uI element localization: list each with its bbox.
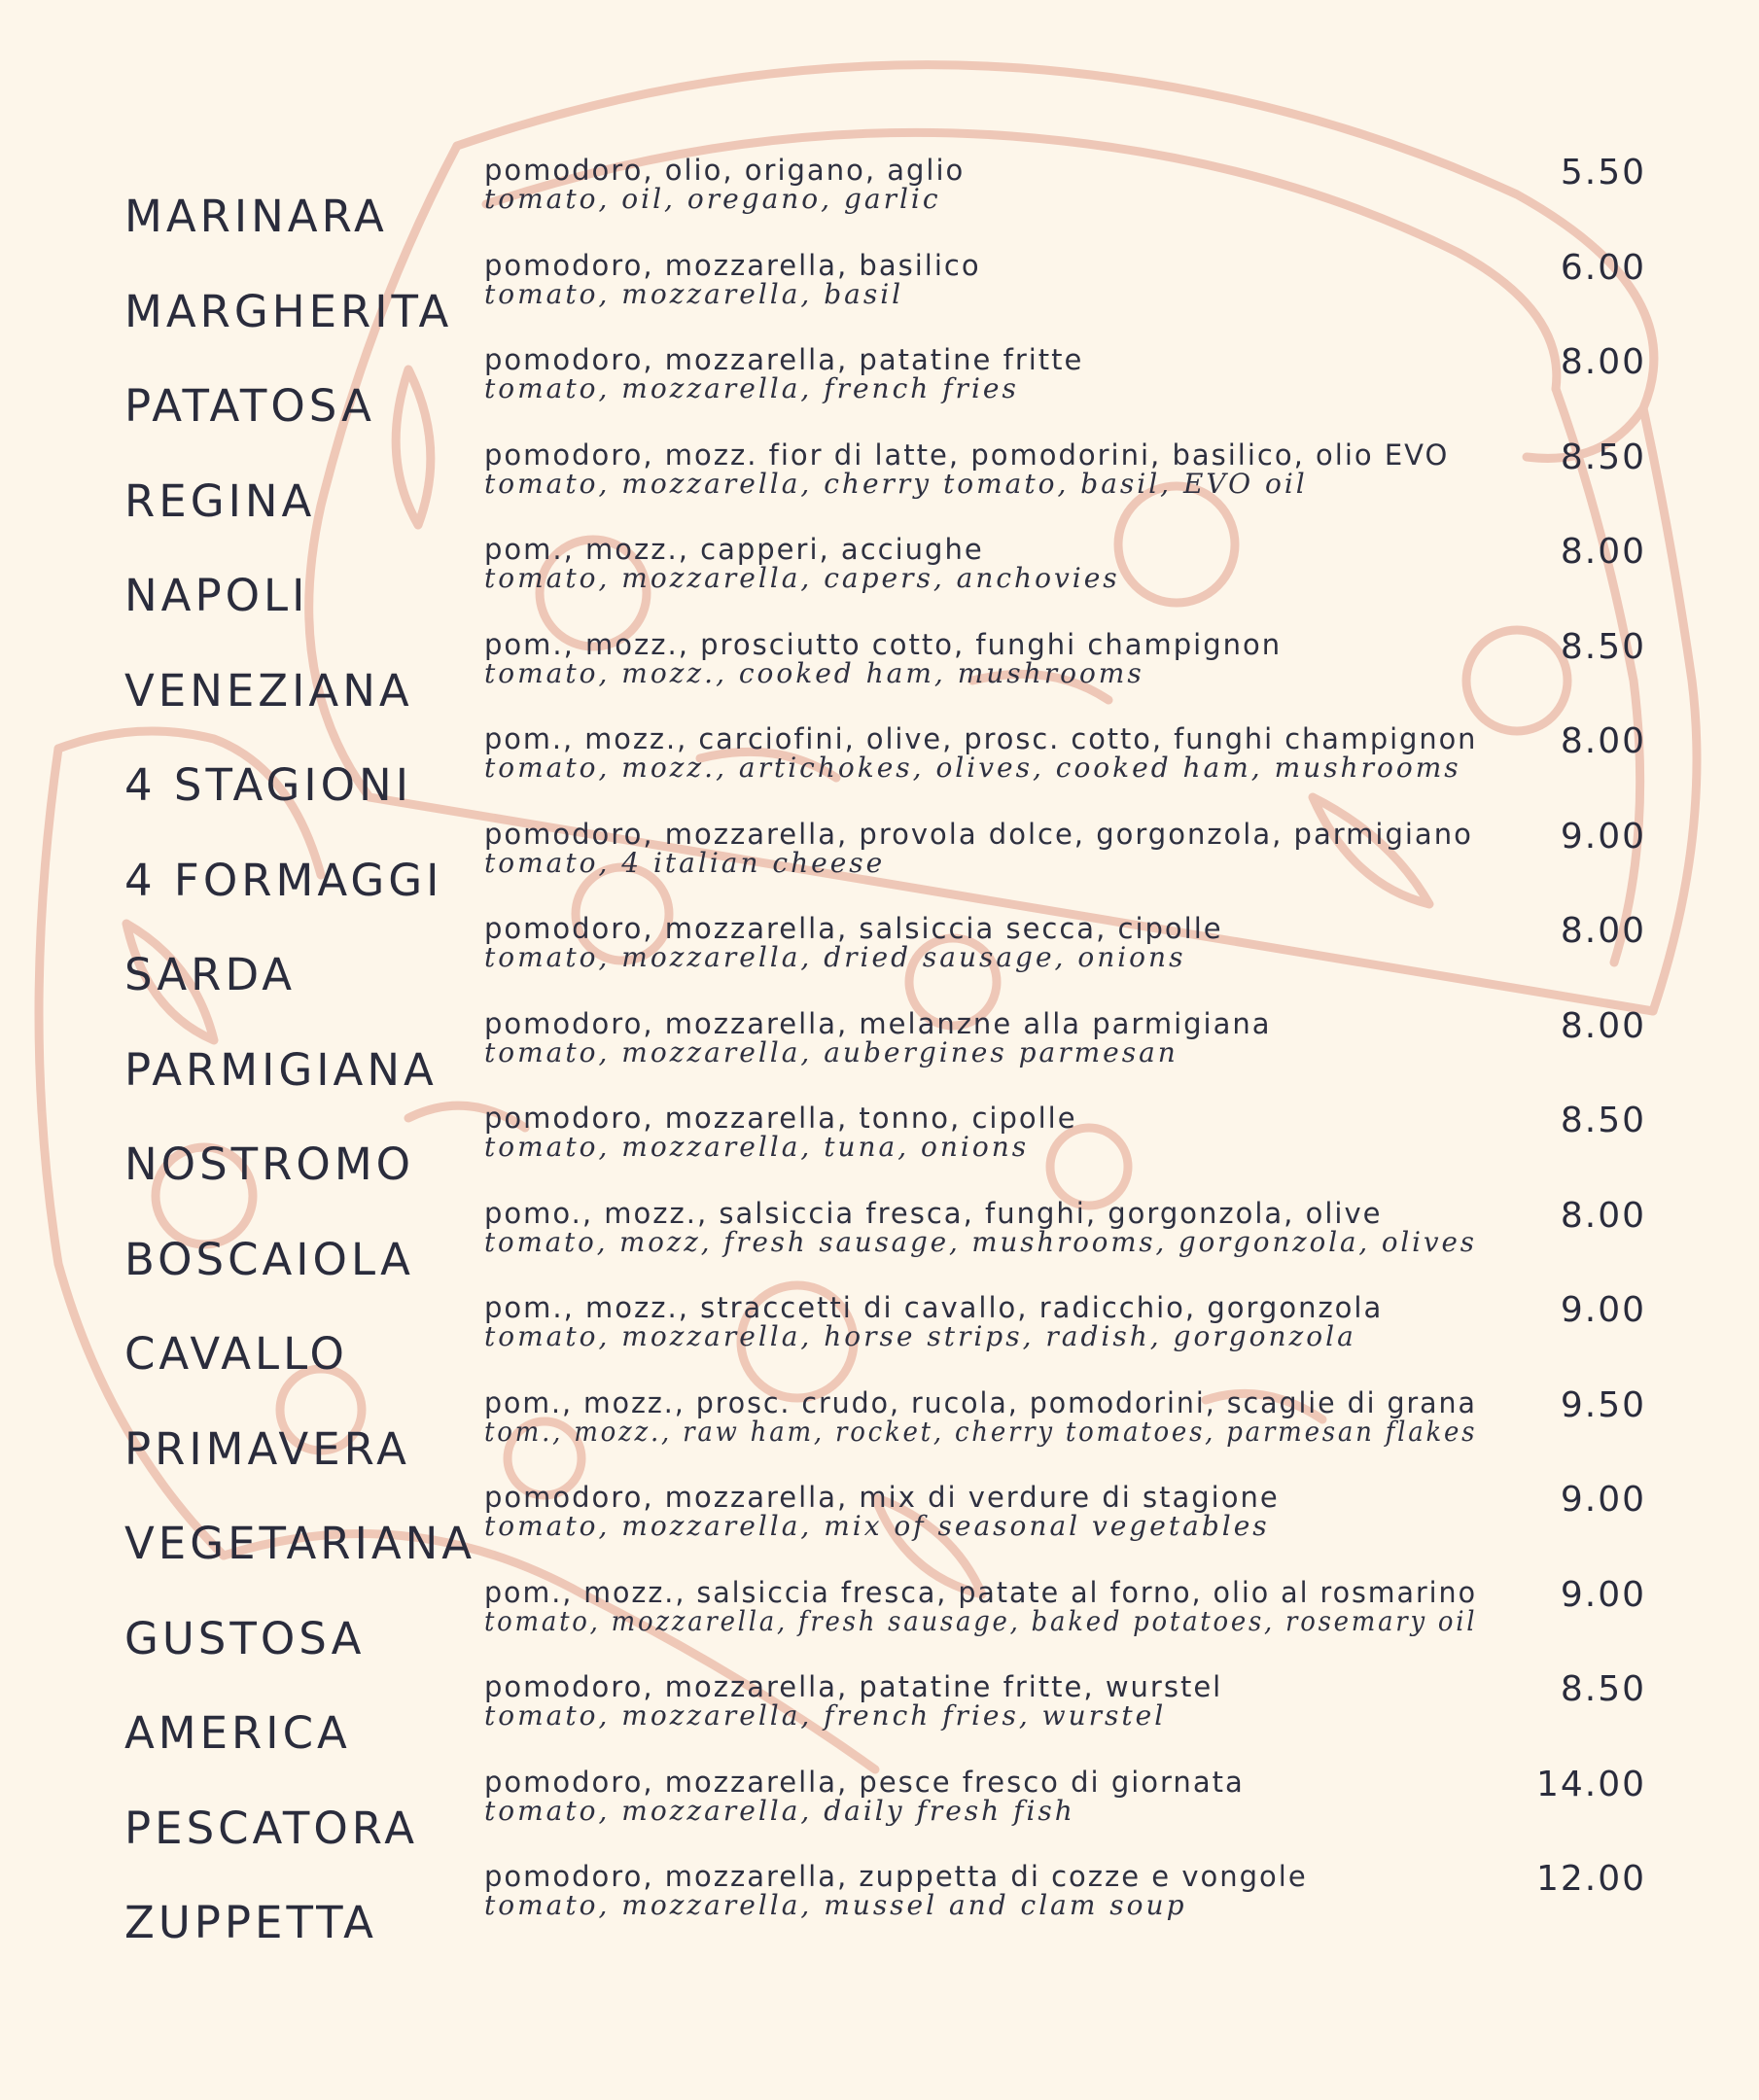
price: 5.50 bbox=[1560, 153, 1646, 192]
menu-item bbox=[0, 532, 1759, 630]
pizza-name: ZUPPETTA bbox=[124, 1897, 377, 1948]
ingredients-italian: pom., mozz., capperi, acciughe bbox=[484, 533, 984, 566]
ingredients-italian: pomodoro, olio, origano, aglio bbox=[484, 154, 966, 187]
ingredients-italian: pom., mozz., straccetti di cavallo, radicchio, gorgonzola bbox=[484, 1291, 1384, 1324]
ingredients-italian: pomodoro, mozzarella, salsiccia secca, cipolle bbox=[484, 912, 1223, 945]
pizza-name: NAPOLI bbox=[124, 570, 309, 621]
price: 9.00 bbox=[1560, 1575, 1646, 1615]
menu-item bbox=[0, 153, 1759, 251]
ingredients-english: tomato, mozzarella, french fries bbox=[484, 372, 1019, 404]
pizza-name: VEGETARIANA bbox=[124, 1518, 476, 1569]
pizza-name: CAVALLO bbox=[124, 1328, 348, 1380]
menu-item bbox=[0, 911, 1759, 1009]
price: 8.50 bbox=[1560, 1669, 1646, 1709]
ingredients-english: tomato, mozz., artichokes, olives, cooked ham, mushrooms bbox=[484, 752, 1461, 784]
ingredients-english: tomato, 4 italian cheese bbox=[484, 847, 886, 879]
ingredients-english: tomato, mozzarella, french fries, wurstel bbox=[484, 1699, 1167, 1732]
ingredients-italian: pomodoro, mozzarella, basilico bbox=[484, 249, 981, 282]
ingredients-english: tomato, mozzarella, capers, anchovies bbox=[484, 562, 1120, 594]
ingredients-italian: pomodoro, mozzarella, zuppetta di cozze e vongole bbox=[484, 1860, 1308, 1893]
pizza-name: VENEZIANA bbox=[124, 665, 413, 717]
price: 8.00 bbox=[1560, 532, 1646, 572]
price: 8.00 bbox=[1560, 1006, 1646, 1046]
pizza-name: 4 STAGIONI bbox=[124, 759, 412, 811]
menu-item bbox=[0, 248, 1759, 346]
price: 8.00 bbox=[1560, 911, 1646, 951]
menu-item bbox=[0, 440, 1759, 536]
price: 8.00 bbox=[1560, 721, 1646, 761]
price: 8.00 bbox=[1560, 1196, 1646, 1236]
price: 8.50 bbox=[1560, 438, 1646, 477]
pizza-name: AMERICA bbox=[124, 1707, 351, 1759]
ingredients-italian: pom., mozz., salsiccia fresca, patate al forno, olio al rosmarino bbox=[484, 1576, 1477, 1609]
pizza-name: SARDA bbox=[124, 949, 297, 1000]
ingredients-italian: pomodoro, mozzarella, patatine fritte bbox=[484, 343, 1084, 376]
menu-item bbox=[0, 342, 1759, 440]
ingredients-italian: pom., mozz., prosc. crudo, rucola, pomodorini, scaglie di grana bbox=[484, 1386, 1477, 1419]
pizza-name: BOSCAIOLA bbox=[124, 1234, 414, 1285]
menu-item bbox=[0, 1196, 1759, 1294]
price: 8.50 bbox=[1560, 1101, 1646, 1140]
menu-item bbox=[0, 1669, 1759, 1768]
menu-item bbox=[0, 1859, 1759, 1957]
ingredients-english: tomato, mozzarella, daily fresh fish bbox=[484, 1795, 1075, 1827]
ingredients-english: tomato, mozz., cooked ham, mushrooms bbox=[484, 657, 1144, 689]
ingredients-english: tomato, mozzarella, horse strips, radish, gorgonzola bbox=[484, 1320, 1356, 1352]
menu-item bbox=[0, 1480, 1759, 1578]
price: 12.00 bbox=[1535, 1859, 1646, 1899]
price: 9.00 bbox=[1560, 1290, 1646, 1330]
ingredients-english: tomato, mozzarella, dried sausage, onions bbox=[484, 941, 1186, 973]
pizza-name: MARGHERITA bbox=[124, 286, 453, 337]
ingredients-italian: pomodoro, mozzarella, tonno, cipolle bbox=[484, 1102, 1077, 1135]
menu-item bbox=[0, 721, 1759, 820]
ingredients-english: tomato, mozzarella, cherry tomato, basil, EVO oil bbox=[484, 468, 1308, 500]
menu-item bbox=[0, 1575, 1759, 1673]
ingredients-english: tomato, mozzarella, aubergines parmesan bbox=[484, 1036, 1179, 1068]
price: 9.50 bbox=[1560, 1385, 1646, 1425]
ingredients-italian: pomodoro, mozzarella, provola dolce, gorgonzola, parmigiano bbox=[484, 818, 1473, 851]
ingredients-italian: pomodoro, mozzarella, patatine fritte, wurstel bbox=[484, 1670, 1223, 1703]
menu-item bbox=[0, 627, 1759, 725]
ingredients-italian: pomo., mozz., salsiccia fresca, funghi, gorgonzola, olive bbox=[484, 1197, 1383, 1230]
ingredients-italian: pom., mozz., prosciutto cotto, funghi champignon bbox=[484, 628, 1283, 661]
ingredients-english: tomato, mozzarella, mussel and clam soup bbox=[484, 1889, 1187, 1921]
ingredients-italian: pomodoro, mozzarella, melanzne alla parmigiana bbox=[484, 1007, 1272, 1040]
menu-item bbox=[0, 817, 1759, 915]
ingredients-italian: pomodoro, mozzarella, pesce fresco di giornata bbox=[484, 1766, 1245, 1799]
ingredients-english: tomato, oil, oregano, garlic bbox=[484, 183, 941, 215]
pizza-name: PARMIGIANA bbox=[124, 1044, 438, 1096]
ingredients-english: tomato, mozzarella, fresh sausage, baked potatoes, rosemary oil bbox=[484, 1605, 1478, 1637]
menu-item bbox=[0, 1765, 1759, 1863]
pizza-name: PESCATORA bbox=[124, 1802, 418, 1854]
ingredients-english: tomato, mozzarella, basil bbox=[484, 278, 904, 310]
price: 6.00 bbox=[1560, 248, 1646, 288]
menu-item bbox=[0, 1290, 1759, 1388]
pizza-name: PRIMAVERA bbox=[124, 1423, 410, 1475]
ingredients-english: tomato, mozz, fresh sausage, mushrooms, gorgonzola, olives bbox=[484, 1226, 1477, 1258]
price: 9.00 bbox=[1560, 1480, 1646, 1520]
pizza-name: 4 FORMAGGI bbox=[124, 855, 443, 906]
price: 9.00 bbox=[1560, 817, 1646, 857]
price: 14.00 bbox=[1535, 1765, 1646, 1804]
ingredients-english: tom., mozz., raw ham, rocket, cherry tomatoes, parmesan flakes bbox=[484, 1416, 1478, 1448]
ingredients-italian: pomodoro, mozz. fior di latte, pomodorini, basilico, olio EVO bbox=[484, 438, 1450, 472]
menu-item bbox=[0, 1103, 1759, 1199]
menu-item bbox=[0, 1385, 1759, 1484]
ingredients-english: tomato, mozzarella, tuna, onions bbox=[484, 1131, 1030, 1163]
pizza-name: MARINARA bbox=[124, 191, 388, 242]
pizza-name: REGINA bbox=[124, 475, 316, 527]
price: 8.50 bbox=[1560, 627, 1646, 667]
pizza-name: PATATOSA bbox=[124, 380, 375, 432]
ingredients-italian: pomodoro, mozzarella, mix di verdure di stagione bbox=[484, 1481, 1280, 1514]
price: 8.00 bbox=[1560, 342, 1646, 382]
ingredients-english: tomato, mozzarella, mix of seasonal vegetables bbox=[484, 1510, 1270, 1542]
ingredients-italian: pom., mozz., carciofini, olive, prosc. cotto, funghi champignon bbox=[484, 722, 1478, 755]
menu-item bbox=[0, 1006, 1759, 1104]
pizza-name: NOSTROMO bbox=[124, 1138, 415, 1190]
pizza-name: GUSTOSA bbox=[124, 1613, 366, 1664]
